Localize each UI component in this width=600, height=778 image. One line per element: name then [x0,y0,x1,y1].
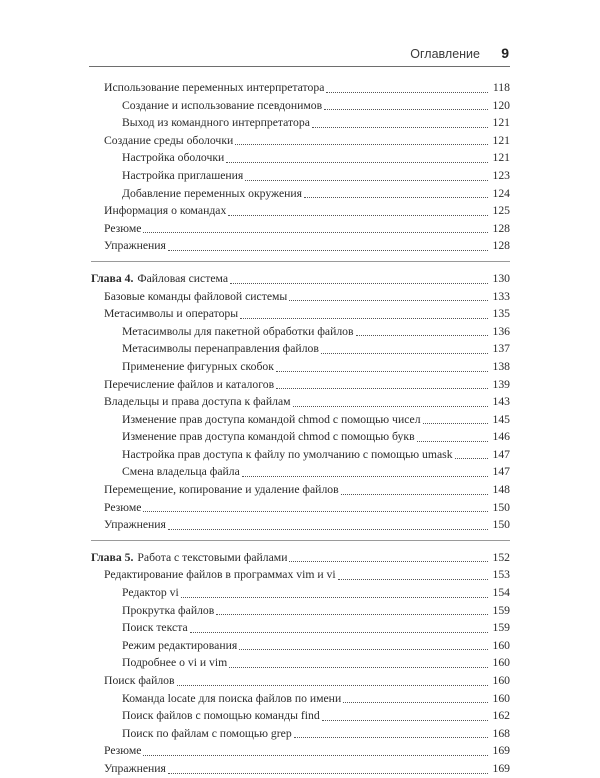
chapter-divider [91,540,510,549]
toc-entry[interactable] [91,288,510,306]
dot-leader [143,231,488,233]
toc-entry[interactable] [91,760,510,778]
toc-entry-page: 139 [492,377,510,391]
dot-leader [343,701,488,703]
dot-leader [235,143,488,145]
dot-leader [239,648,488,650]
toc-chapter-4[interactable] [91,270,510,288]
toc-entry-page: 138 [492,359,510,373]
toc-entry[interactable] [91,237,510,255]
toc-entry-title: Базовые команды файловой системы [104,289,288,303]
toc-entry-title: Добавление переменных окружения [122,186,303,200]
toc-entry-title: Настройка приглашения [122,168,244,182]
toc-entry-page: 147 [492,465,510,479]
toc-entry-page: 160 [492,656,510,670]
dot-leader [226,161,488,163]
toc-entry[interactable] [91,167,510,185]
toc-entry[interactable] [91,584,510,602]
toc-entry[interactable] [91,149,510,167]
toc-entry-title: Настройка прав доступа к файлу по умолчанию с помощью umask [122,447,453,461]
dot-leader [293,405,488,407]
toc-entry-page: 160 [492,691,510,705]
toc-entry-page: 169 [492,744,510,758]
toc-entry[interactable] [91,411,510,429]
dot-leader [230,282,488,284]
toc-entry[interactable] [91,185,510,203]
toc-entry-page: 136 [492,324,510,338]
toc-entry[interactable] [91,707,510,725]
dot-leader [304,196,488,198]
dot-leader [228,214,488,216]
chapter-title: Файловая система [137,271,229,285]
dot-leader [229,666,488,668]
dot-leader [190,631,488,633]
dot-leader [276,370,488,372]
toc-entry[interactable] [91,742,510,760]
toc-entry-title: Резюме [104,221,142,235]
toc-entry[interactable] [91,340,510,358]
toc-entry-page: 168 [492,726,510,740]
dot-leader [240,317,488,319]
toc-entry-title: Смена владельца файла [122,465,240,479]
chapter-divider [91,261,510,270]
toc-entry[interactable] [91,132,510,150]
toc-entry-title: Изменение прав доступа командой chmod с помощью букв [122,430,415,444]
toc-entry[interactable] [91,220,510,238]
toc-entry-title: Метасимволы перенаправления файлов [122,342,319,356]
toc-entry-title: Создание среды оболочки [104,133,234,147]
toc-entry-page: 125 [492,204,510,218]
toc-entry-page: 150 [492,518,510,532]
toc-entry-page: 137 [492,342,510,356]
toc-entry-page: 118 [492,81,510,94]
toc-entry[interactable] [91,358,510,376]
toc-entry-page: 154 [492,586,510,600]
dot-leader [242,475,488,477]
toc-entry[interactable] [91,499,510,517]
toc-entry[interactable] [91,323,510,341]
running-title: Оглавление [410,47,480,61]
toc-entry-title: Резюме [104,500,142,514]
toc-entry-page: 160 [492,674,510,687]
toc-entry[interactable] [91,305,510,323]
toc-entry-title: Перечисление файлов и каталогов [104,377,275,391]
dot-leader [417,440,488,442]
toc-entry[interactable] [91,566,510,584]
dot-leader [216,613,488,615]
toc-entry[interactable] [91,602,510,620]
toc-entry-page: 146 [492,430,510,444]
toc-entry-title: Редактор vi [122,586,179,600]
toc-entry[interactable] [91,393,510,411]
dot-leader [294,736,488,738]
toc-entry-title: Поиск по файлам с помощью grep [122,726,292,740]
toc-entry-title: Режим редактирования [122,638,238,652]
toc-entry-title: Поиск текста [122,621,188,635]
toc-entry[interactable] [91,446,510,464]
dot-leader [312,126,488,128]
chapter-title: Работа с текстовыми файлами [137,550,288,564]
toc-entry-title: Использование переменных интерпретатора [104,81,325,94]
toc-entry[interactable] [91,97,510,115]
toc-entry-page: 159 [492,621,510,635]
toc-entry[interactable] [91,654,510,672]
toc-entry-title: Редактирование файлов в программах vim и vi [104,568,336,582]
toc-entry-title: Прокрутка файлов [122,603,215,617]
toc-entry-title: Резюме [104,744,142,758]
toc-entry-page: 169 [492,761,510,775]
page-number: 9 [501,45,509,61]
dot-leader [181,596,488,598]
chapter-number: Глава 5. [91,550,134,564]
toc-entry-page: 153 [492,568,510,582]
toc-entry-page: 135 [492,307,510,321]
toc-entry[interactable] [91,79,510,97]
toc-entry-page: 124 [492,186,510,200]
dot-leader [341,493,488,495]
toc-entry[interactable] [91,463,510,481]
toc-entry-page: 147 [492,447,510,461]
dot-leader [324,108,488,110]
toc-entry-page: 150 [492,500,510,514]
toc-entry-page: 148 [492,483,510,497]
toc-entry-title: Владельцы и права доступа к файлам [104,395,291,409]
toc-entry-page: 123 [492,168,510,182]
toc-entry-title: Выход из командного интерпретатора [122,116,310,130]
running-header [89,44,510,67]
toc-entry[interactable] [91,725,510,743]
toc-entry[interactable] [91,516,510,534]
toc-entry-title: Настройка оболочки [122,151,225,165]
dot-leader [322,719,488,721]
toc-entry-page: 130 [492,271,510,285]
dot-leader [338,578,488,580]
toc-entry[interactable] [91,114,510,132]
toc-entry-page: 159 [492,603,510,617]
chapter-number: Глава 4. [91,271,134,285]
toc-entry-page: 133 [492,289,510,303]
toc-entry[interactable] [91,202,510,220]
toc-entry-title: Метасимволы для пакетной обработки файлов [122,324,354,338]
toc-entry-page: 128 [492,239,510,253]
toc-entry-page: 143 [492,395,510,409]
toc-entry-page: 121 [492,116,510,130]
toc-entry-title: Информация о командах [104,204,227,218]
toc-entry[interactable] [91,376,510,394]
toc-entry[interactable] [91,637,510,655]
toc-entry-title: Изменение прав доступа командой chmod с помощью чисел [122,412,421,426]
toc-entry-title: Упражнения [104,518,166,532]
toc-entry-title: Команда locate для поиска файлов по имени [122,691,342,705]
dot-leader [455,457,488,459]
toc-entry-title: Подробнее о vi и vim [122,656,228,670]
dot-leader [326,91,488,93]
toc-entry[interactable] [91,619,510,637]
toc-entry-title: Перемещение, копирование и удаление файлов [104,483,339,497]
toc-entry-title: Применение фигурных скобок [122,359,274,373]
dot-leader [289,299,488,301]
toc-entry-page: 121 [492,151,510,165]
toc-entry-page: 120 [492,98,510,112]
toc-entry[interactable] [91,672,510,690]
toc-entry-page: 145 [492,412,510,426]
toc-entry-page: 162 [492,709,510,723]
dot-leader [245,179,488,181]
dot-leader [168,249,488,251]
dot-leader [177,684,488,686]
toc-chapter-5[interactable] [91,549,510,567]
toc-entry-page: 152 [492,550,510,564]
dot-leader [143,510,488,512]
toc-entry-title: Поиск файлов с помощью команды find [122,709,320,723]
toc-entry-page: 160 [492,638,510,652]
toc-entry-page: 121 [492,133,510,147]
toc-entry-title: Поиск файлов [104,674,175,687]
dot-leader [289,560,488,562]
toc-entry[interactable] [91,481,510,499]
dot-leader [356,334,488,336]
dot-leader [168,528,488,530]
dot-leader [168,772,488,774]
dot-leader [276,387,488,389]
toc-entry-title: Создание и использование псевдонимов [122,98,323,112]
toc-entry-title: Упражнения [104,239,166,253]
dot-leader [321,352,488,354]
dot-leader [423,422,488,424]
toc-entry[interactable] [91,690,510,708]
dot-leader [143,754,488,756]
toc-entry-title: Метасимволы и операторы [104,307,239,321]
toc-entry-page: 128 [492,221,510,235]
toc-entry[interactable] [91,428,510,446]
table-of-contents [91,79,510,778]
toc-entry-title: Упражнения [104,761,166,775]
